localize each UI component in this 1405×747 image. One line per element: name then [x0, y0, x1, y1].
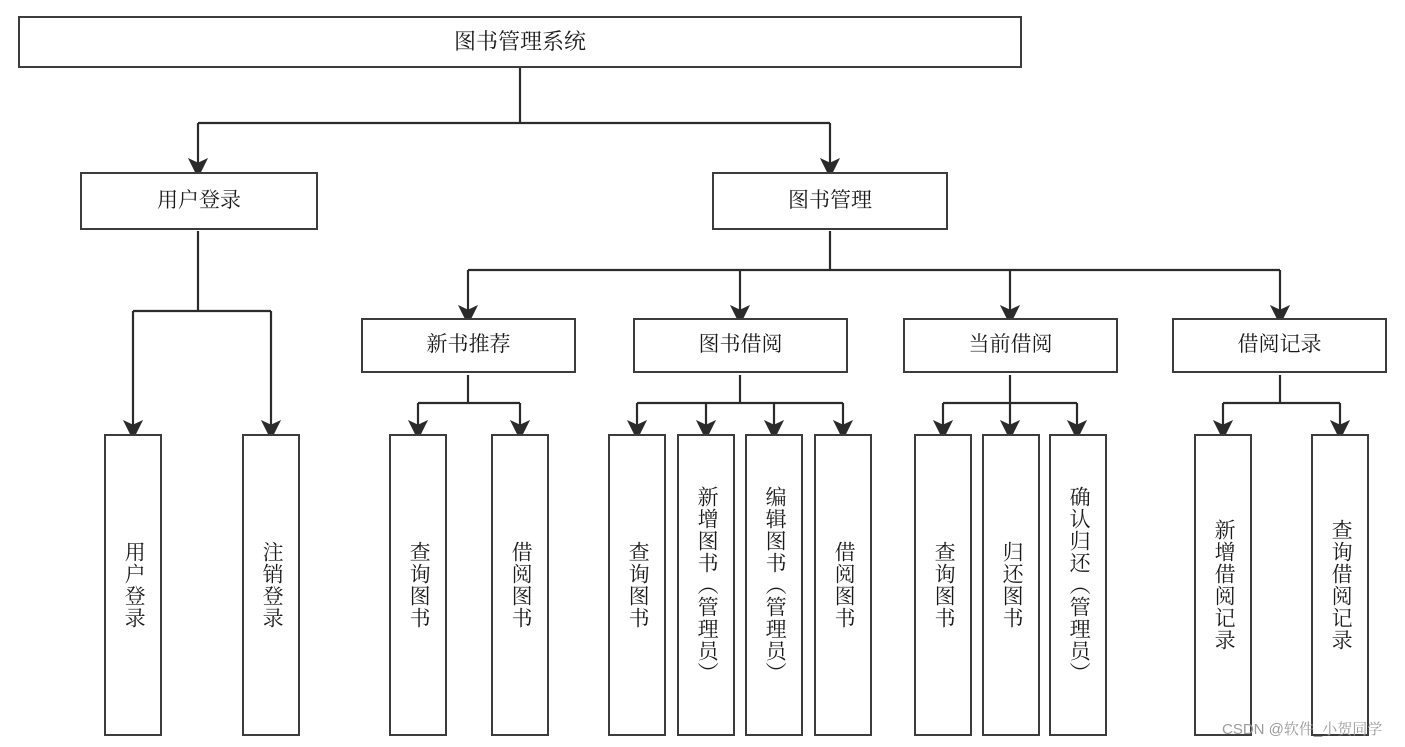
node-leaf-edit-book-admin[interactable] — [745, 434, 803, 736]
node-leaf-add-borrow-record[interactable] — [1194, 434, 1252, 736]
node-new-book-recommend[interactable] — [361, 318, 576, 373]
node-label: 编辑图书（管理员） — [763, 486, 787, 684]
node-label: 用户登录 — [122, 541, 146, 629]
node-label: 图书管理系统 — [453, 29, 586, 55]
node-leaf-return-book[interactable] — [982, 434, 1040, 736]
watermark-text: CSDN @软件_小贺同学 — [1222, 721, 1383, 738]
node-label: 查询借阅记录 — [1329, 519, 1353, 651]
node-label: 归还图书 — [1000, 541, 1024, 629]
node-label: 图书借阅 — [698, 333, 783, 357]
node-label: 图书管理 — [788, 188, 872, 212]
node-leaf-confirm-return-admin[interactable] — [1049, 434, 1107, 736]
node-leaf-query-book-borrow[interactable] — [608, 434, 666, 736]
node-leaf-user-login[interactable] — [104, 434, 162, 736]
node-book-management-system[interactable] — [18, 16, 1022, 68]
node-book-management[interactable] — [712, 172, 948, 230]
node-label: 确认归还（管理员） — [1067, 486, 1091, 684]
node-leaf-query-book-current[interactable] — [914, 434, 972, 736]
node-label: 借阅图书 — [509, 541, 533, 629]
node-leaf-query-book-recommend[interactable] — [389, 434, 447, 736]
node-leaf-borrow-book-recommend[interactable] — [491, 434, 549, 736]
node-label: 注销登录 — [260, 541, 284, 629]
node-label: 查询图书 — [626, 541, 650, 629]
node-user-login[interactable] — [80, 172, 318, 230]
node-borrow-record[interactable] — [1172, 318, 1387, 373]
node-leaf-add-book-admin[interactable] — [677, 434, 735, 736]
node-label: 借阅记录 — [1237, 333, 1322, 357]
node-book-borrow[interactable] — [633, 318, 848, 373]
node-label: 查询图书 — [932, 541, 956, 629]
node-label: 新增借阅记录 — [1212, 519, 1236, 651]
node-leaf-logout[interactable] — [242, 434, 300, 736]
node-label: 用户登录 — [157, 188, 241, 212]
node-label: 新书推荐 — [426, 333, 511, 357]
node-current-borrow[interactable] — [903, 318, 1118, 373]
node-leaf-query-borrow-record[interactable] — [1311, 434, 1369, 736]
node-label: 当前借阅 — [968, 333, 1053, 357]
node-leaf-borrow-book[interactable] — [814, 434, 872, 736]
node-label: 借阅图书 — [832, 541, 856, 629]
node-label: 查询图书 — [407, 541, 431, 629]
node-label: 新增图书（管理员） — [695, 486, 719, 684]
